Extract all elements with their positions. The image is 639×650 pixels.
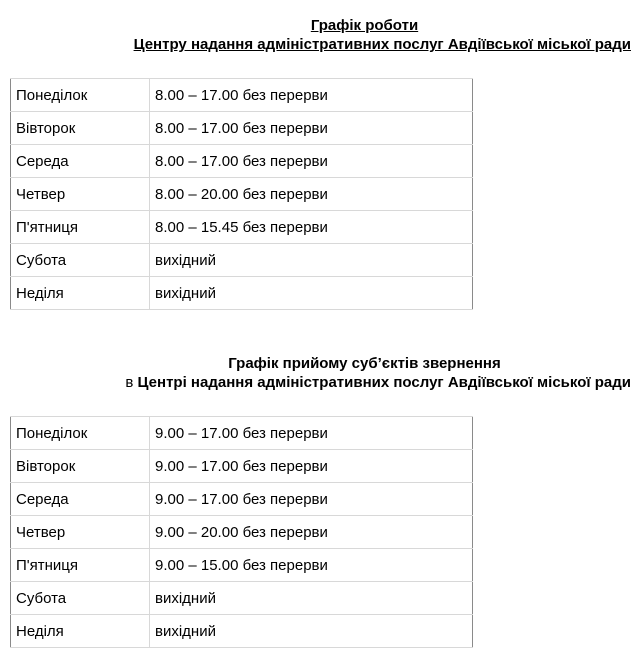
day-cell: Понеділок (11, 79, 150, 112)
work-schedule-title: Графік роботи (310, 17, 419, 34)
table-row (11, 244, 473, 277)
table-row (11, 79, 473, 112)
work-schedule-heading (0, 16, 639, 54)
day-cell: П'ятниця (11, 211, 150, 244)
table-row (11, 516, 473, 549)
day-cell: Вівторок (11, 112, 150, 145)
hours-cell: 9.00 – 17.00 без перерви (150, 483, 473, 516)
table-row (11, 417, 473, 450)
hours-cell: 8.00 – 17.00 без перерви (150, 79, 473, 112)
reception-schedule-subtitle-prefix: в (125, 374, 134, 391)
reception-schedule-title: Графік прийому суб’єктів звернення (228, 355, 501, 372)
hours-cell: вихідний (150, 615, 473, 648)
table-row (11, 582, 473, 615)
day-cell: П'ятниця (11, 549, 150, 582)
day-cell: Середа (11, 483, 150, 516)
hours-cell: 8.00 – 17.00 без перерви (150, 112, 473, 145)
table-row (11, 145, 473, 178)
table-row (11, 450, 473, 483)
reception-schedule-subtitle: Центрі надання адміністративних послуг Авдіївської міської ради (137, 374, 631, 391)
hours-cell: 9.00 – 20.00 без перерви (150, 516, 473, 549)
hours-cell: 9.00 – 15.00 без перерви (150, 549, 473, 582)
day-cell: Середа (11, 145, 150, 178)
reception-schedule-subtitle-line (0, 373, 639, 392)
hours-cell: 8.00 – 20.00 без перерви (150, 178, 473, 211)
reception-schedule-table (10, 416, 473, 648)
day-cell: Неділя (11, 615, 150, 648)
hours-cell: 8.00 – 15.45 без перерви (150, 211, 473, 244)
reception-schedule-heading (0, 354, 639, 392)
day-cell: Субота (11, 244, 150, 277)
day-cell: Понеділок (11, 417, 150, 450)
hours-cell: вихідний (150, 244, 473, 277)
hours-cell: вихідний (150, 582, 473, 615)
table-row (11, 211, 473, 244)
day-cell: Неділя (11, 277, 150, 310)
table-row (11, 549, 473, 582)
table-row (11, 483, 473, 516)
table-row (11, 112, 473, 145)
day-cell: Четвер (11, 178, 150, 211)
table-row (11, 615, 473, 648)
work-schedule-subtitle: Центру надання адміністративних послуг Авдіївської міської ради (133, 36, 631, 53)
hours-cell: 8.00 – 17.00 без перерви (150, 145, 473, 178)
hours-cell: 9.00 – 17.00 без перерви (150, 417, 473, 450)
day-cell: Вівторок (11, 450, 150, 483)
work-schedule-table (10, 78, 473, 310)
day-cell: Четвер (11, 516, 150, 549)
hours-cell: вихідний (150, 277, 473, 310)
hours-cell: 9.00 – 17.00 без перерви (150, 450, 473, 483)
table-row (11, 277, 473, 310)
table-row (11, 178, 473, 211)
day-cell: Субота (11, 582, 150, 615)
